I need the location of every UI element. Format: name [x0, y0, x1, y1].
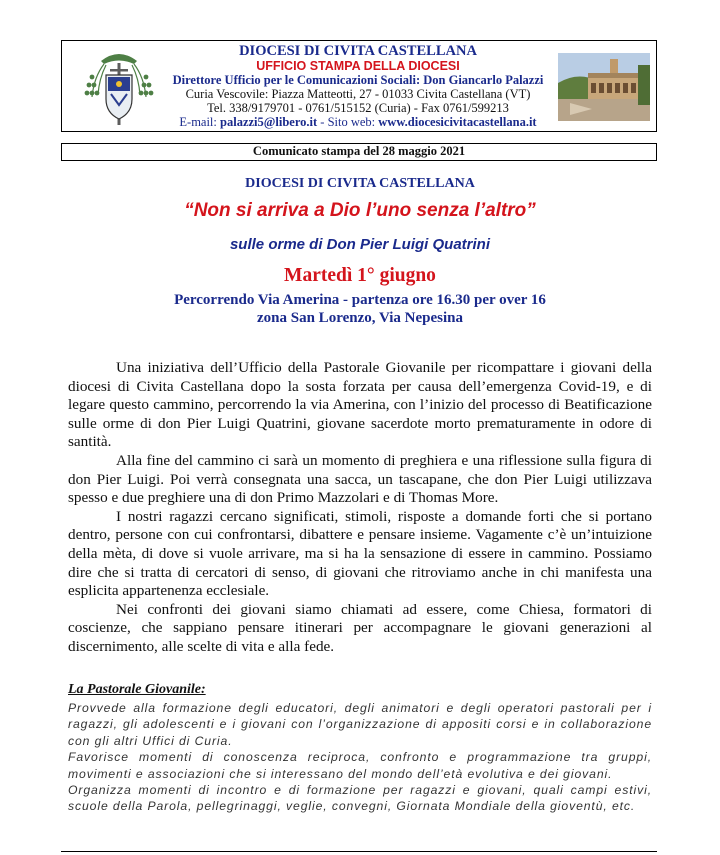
- event-route: Percorrendo Via Amerina - partenza ore 16.30 per over 16: [174, 292, 546, 308]
- email-label: E-mail:: [179, 115, 217, 129]
- pastorale-title: La Pastorale Giovanile:: [68, 682, 206, 697]
- cathedral-photo: [558, 53, 650, 121]
- body-paragraph: Nei confronti dei giovani siamo chiamati ad essere, come Chiesa, formatori di coscienze, che sappiano pensare itinerari per accompagnare le giovani generazioni al discernimento, alle scelte di vita e alla fede.: [68, 600, 652, 655]
- pastorale-list: [68, 700, 652, 815]
- press-release-body: [68, 359, 652, 657]
- director-line: Direttore Ufficio per le Comunicazioni Sociali: Don Giancarlo Palazzi: [172, 73, 544, 87]
- announcement-headline: “Non si arriva a Dio l’uno senza l’altro”: [184, 200, 536, 221]
- body-paragraph: Una iniziativa dell’Ufficio della Pastorale Giovanile per ricompattare i giovani della diocesi di Civita Castellana dopo la sosta forzata per causa dell’emergenza Covid-19, e di legare questo cammino, percorrendo la via Amerina, con l’inizio del processo di Beatificazione sulle orme di don Pier Luigi Quatrini, giovane sacerdote morto prematuramente in odore di santità.: [68, 359, 652, 451]
- address-line: Curia Vescovile: Piazza Matteotti, 27 - 01033 Civita Castellana (VT): [185, 87, 531, 101]
- email-link[interactable]: palazzi5@libero.it: [220, 115, 318, 129]
- pastorale-item: Organizza momenti di incontro e di formazione per ragazzi e giovani, quali campi estivi, scuole della Parola, pellegrinaggi, veglie, convegni, Giornata Mondiale della gioventù, etc.: [68, 783, 652, 814]
- website-label: - Sito web:: [320, 115, 376, 129]
- website-link[interactable]: www.diocesicivitacastellana.it: [378, 115, 537, 129]
- release-date: Comunicato stampa del 28 maggio 2021: [61, 143, 657, 161]
- event-location: zona San Lorenzo, Via Nepesina: [257, 310, 463, 326]
- body-paragraph: Alla fine del cammino ci sarà un momento di preghiera e una riflessione sulla figura di don Pier Luigi. Poi verrà consegnata una sacca, un tascapane, che don Pier Luigi utilizzava spesso e due preghiere una di don Primo Mazzolari e di Thomas More.: [68, 451, 652, 507]
- press-office-title: UFFICIO STAMPA DELLA DIOCESI: [256, 59, 460, 73]
- announcement-subtitle: sulle orme di Don Pier Luigi Quatrini: [229, 236, 491, 253]
- letterhead-text: [162, 43, 554, 129]
- footer-divider: [61, 851, 657, 852]
- contact-line: [162, 115, 554, 129]
- episcopal-coat-of-arms-icon: [84, 47, 154, 127]
- pastorale-item: Favorisce momenti di conoscenza reciproca, confronto e programmazione tra gruppi, movimenti e associazioni che si interessano del mondo dell’età evolutiva e dei giovani.: [68, 750, 652, 781]
- pastorale-item: Provvede alla formazione degli educatori, degli animatori e degli operatori pastorali per i ragazzi, gli adolescenti e i giovani con l’organizzazione di appositi corsi e in collaborazione con gli altri Uffici di Curia.: [68, 701, 652, 748]
- body-paragraph: I nostri ragazzi cercano significati, stimoli, risposte a domande forti che si portano dentro, persone con cui confrontarsi, dibattere e pensare insieme. Vagamente c’è un’intuizione della mèta, di dove si vuole arrivare, ma si ha la sensazione di essere in cammino. Possiamo dire che si tratta di cercatori di senso, di giovani che ritroviamo anche in chi manifesta una esplicita appartenenza ecclesiale.: [68, 507, 652, 600]
- event-date: Martedì 1° giugno: [284, 265, 436, 286]
- diocese-title: DIOCESI DI CIVITA CASTELLANA: [239, 43, 477, 59]
- phone-line: Tel. 338/9179701 - 0761/515152 (Curia) - Fax 0761/599213: [207, 101, 509, 115]
- letterhead: [61, 40, 657, 132]
- announcement-diocese: DIOCESI DI CIVITA CASTELLANA: [245, 176, 475, 191]
